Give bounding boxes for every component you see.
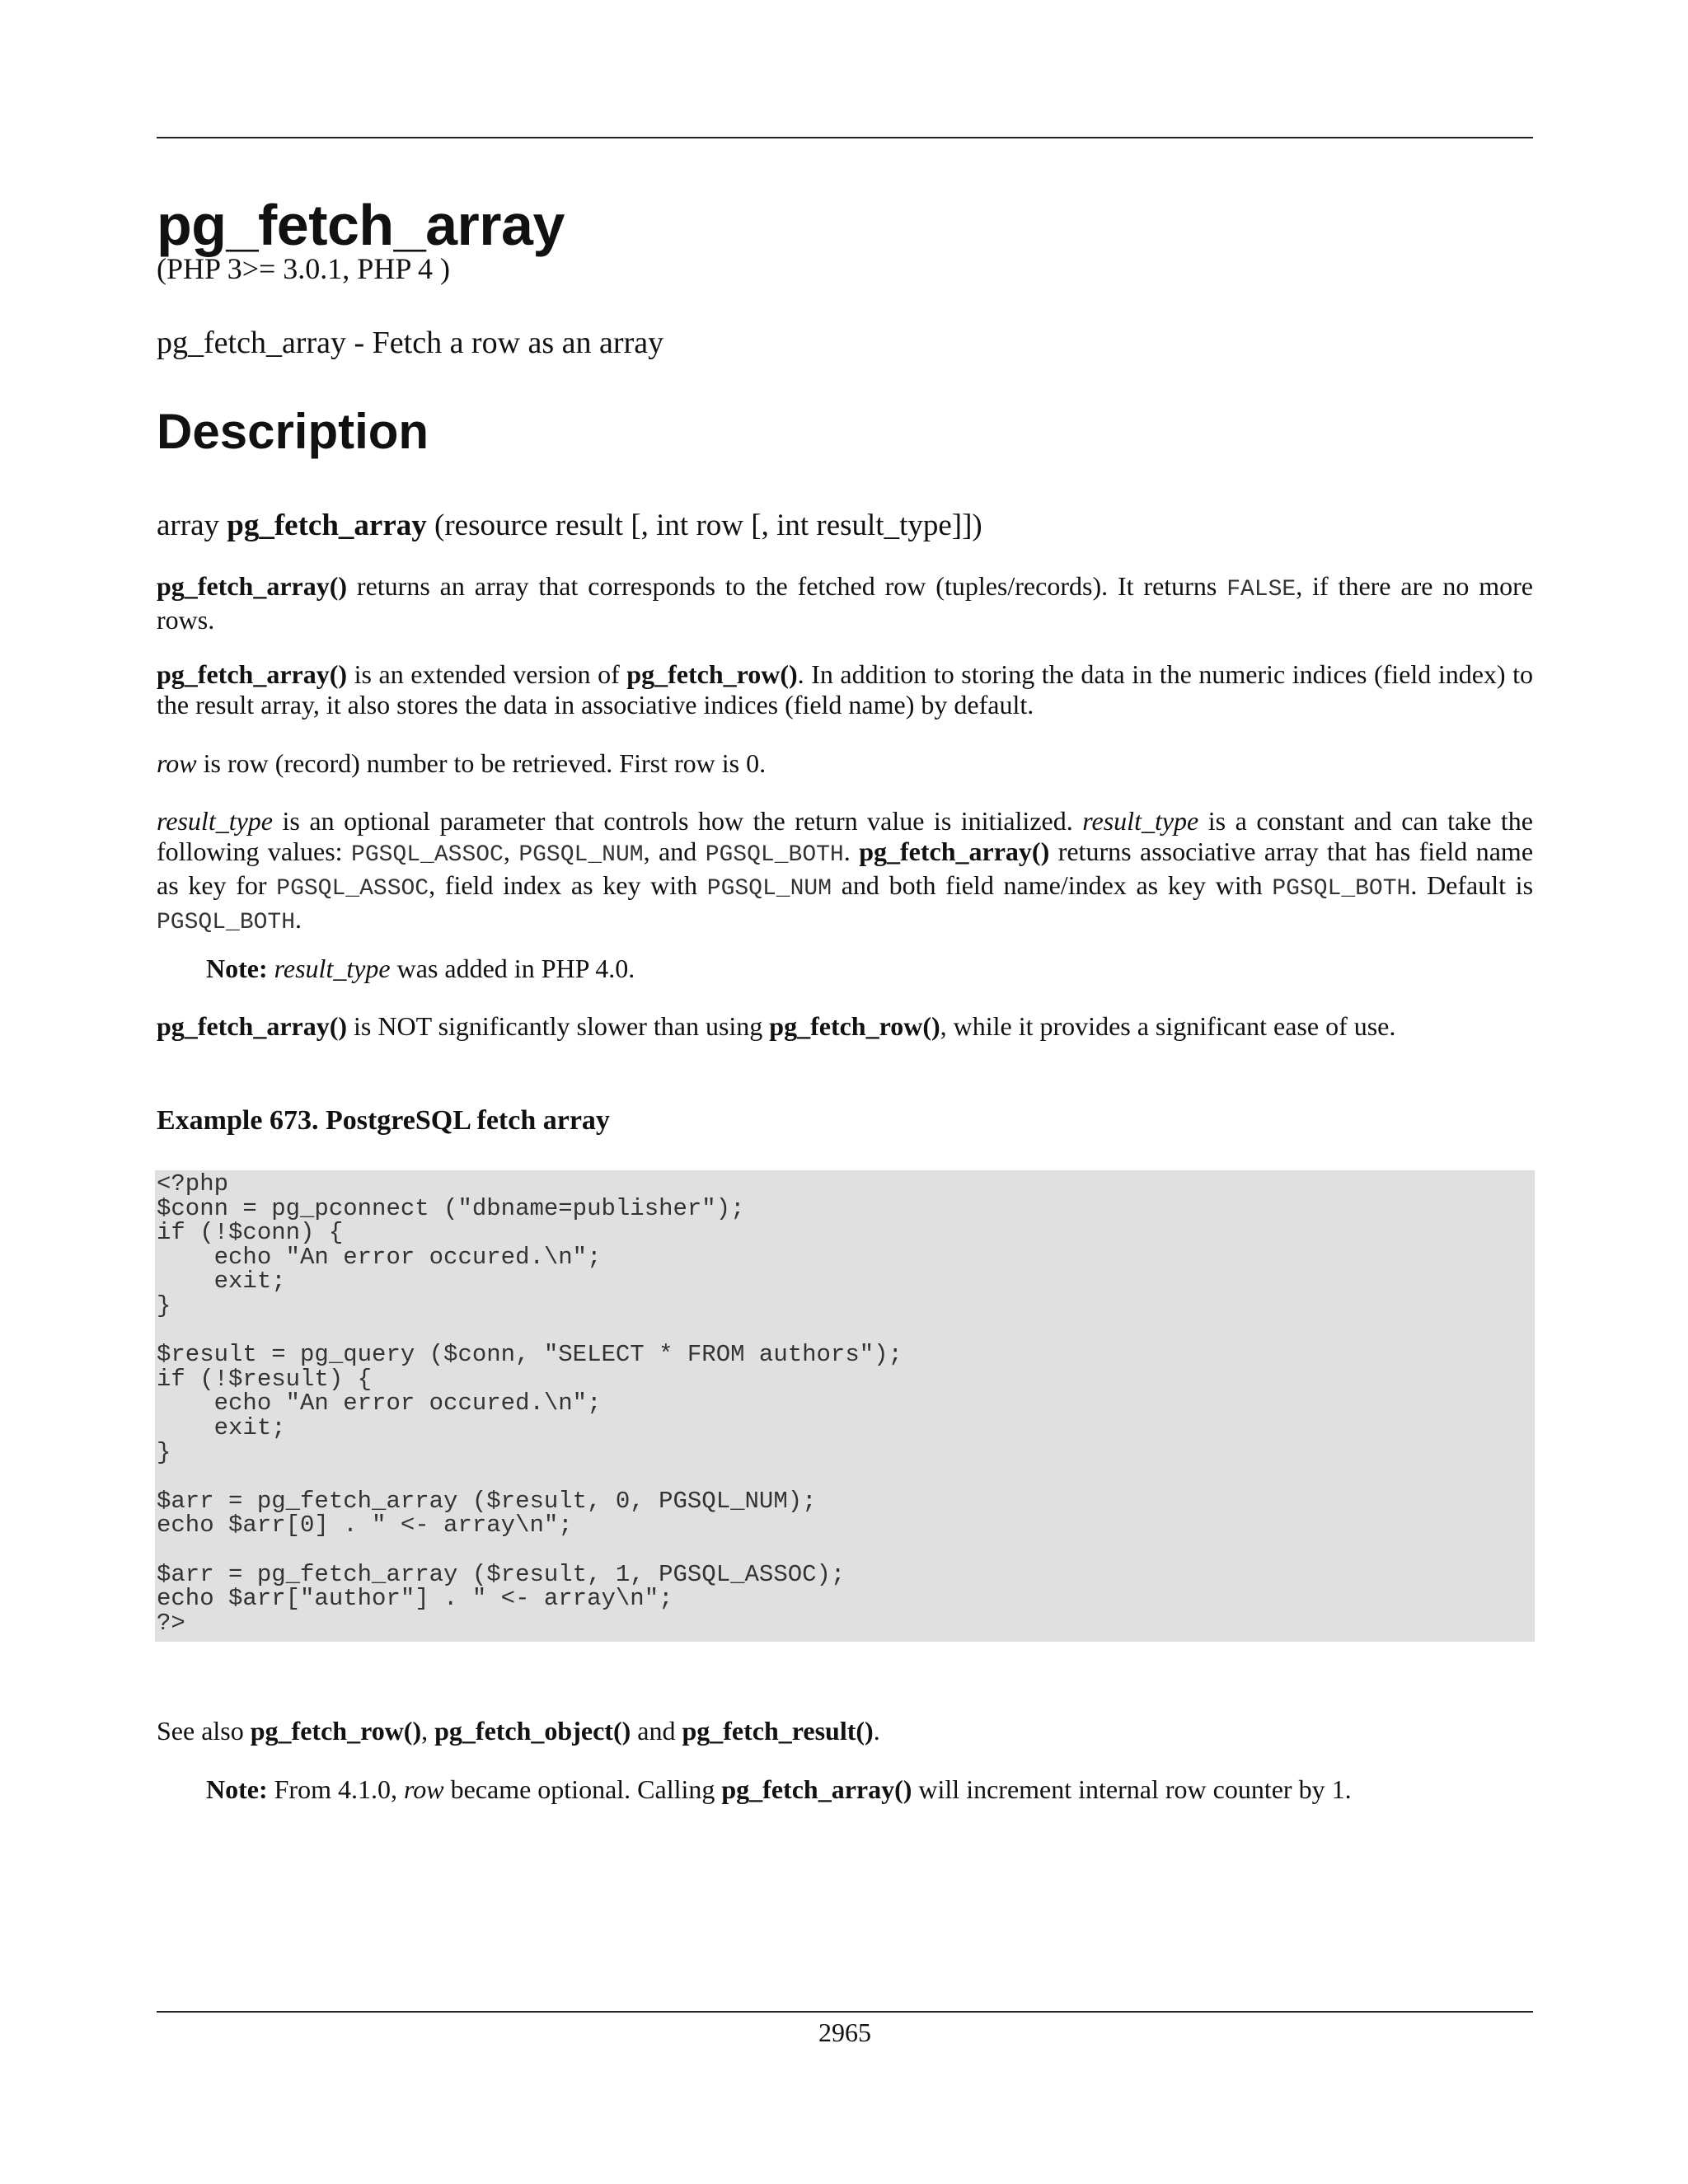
page-title: pg_fetch_array — [157, 193, 565, 257]
synopsis-params: (resource result [, int row [, int result_type]]) — [434, 509, 982, 542]
section-heading-description: Description — [157, 404, 429, 459]
constant-ref: PGSQL_ASSOC — [351, 842, 504, 868]
paragraph-text: became optional. Calling — [443, 1774, 722, 1804]
paragraph-text: will increment internal row counter by 1. — [912, 1774, 1352, 1804]
note-row-optional — [206, 1774, 1533, 1805]
func-ref: pg_fetch_row() — [769, 1011, 940, 1041]
example-title: Example 673. PostgreSQL fetch array — [157, 1105, 610, 1136]
paragraph-text: is an extended version of — [347, 659, 627, 689]
constant-ref: PGSQL_NUM — [706, 876, 832, 902]
see-also-link-fetch-object[interactable]: pg_fetch_object() — [434, 1716, 631, 1746]
constant-ref: PGSQL_NUM — [518, 842, 644, 868]
func-ref: pg_fetch_array() — [859, 837, 1050, 866]
paragraph-text: , while it provides a significant ease of use. — [940, 1011, 1396, 1041]
paragraph-text: , if there are no more rows. — [157, 571, 1534, 635]
paragraph-text: . — [873, 1716, 880, 1746]
paragraph-text: From 4.1.0, — [267, 1774, 404, 1804]
paragraph-text: , and — [643, 837, 706, 866]
param-ref: row — [403, 1774, 444, 1804]
paragraph-text: was added in PHP 4.0. — [390, 954, 635, 983]
page-number: 2965 — [818, 2018, 871, 2047]
paragraph-text: is NOT significantly slower than using — [347, 1011, 770, 1041]
constant-false: FALSE — [1226, 577, 1296, 602]
paragraph-extended-version — [157, 659, 1533, 720]
paragraph-performance — [157, 1011, 1533, 1042]
constant-ref: PGSQL_BOTH — [1272, 876, 1411, 902]
synopsis-function-name: pg_fetch_array — [227, 509, 427, 542]
paragraph-text: is an optional parameter that controls how the return value is initialized. — [273, 806, 1083, 836]
paragraph-text: returns associative array that has field name as key for — [157, 837, 1534, 900]
paragraph-text: is row (record) number to be retrieved. First row is 0. — [196, 748, 767, 778]
param-ref: result_type — [274, 954, 391, 983]
note-label: Note: — [206, 1774, 268, 1804]
paragraph-text: , field index as key with — [429, 870, 707, 900]
document-page — [157, 0, 1533, 2184]
func-ref: pg_fetch_array() — [721, 1774, 912, 1804]
paragraph-returns — [157, 571, 1533, 635]
paragraph-text: and — [631, 1716, 682, 1746]
note-result-type — [206, 954, 1533, 984]
paragraph-text: See also — [157, 1716, 251, 1746]
paragraph-text: . In addition to storing the data in the numeric indices (field index) to the result array, it also stores the data in associative indices (field name) by default. — [157, 659, 1534, 719]
see-also — [157, 1716, 1533, 1746]
paragraph-text: , — [503, 837, 519, 866]
version-info: (PHP 3>= 3.0.1, PHP 4 ) — [157, 252, 450, 285]
constant-ref: PGSQL_BOTH — [157, 910, 296, 935]
see-also-link-fetch-row[interactable]: pg_fetch_row() — [250, 1716, 422, 1746]
param-ref: result_type — [157, 806, 273, 836]
paragraph-text: and both field name/index as key with — [832, 870, 1273, 900]
constant-ref: PGSQL_ASSOC — [276, 876, 429, 902]
ref-purpose: pg_fetch_array - Fetch a row as an array — [157, 326, 664, 360]
synopsis-return-type: array — [157, 509, 219, 542]
footer-rule — [157, 2011, 1533, 2013]
note-label: Note: — [206, 954, 268, 983]
paragraph-row-param — [157, 748, 1533, 779]
paragraph-text: , — [421, 1716, 435, 1746]
param-ref: result_type — [1082, 806, 1199, 836]
func-ref: pg_fetch_array() — [157, 659, 348, 689]
paragraph-text: is a constant and can take the following values: — [157, 806, 1534, 866]
paragraph-result-type — [157, 806, 1533, 938]
paragraph-text: . Default is — [1410, 870, 1534, 900]
function-synopsis — [157, 506, 982, 546]
paragraph-text: returns an array that corresponds to the fetched row (tuples/records). It returns — [347, 571, 1227, 601]
param-ref: row — [157, 748, 197, 778]
paragraph-text: . — [843, 837, 860, 866]
func-ref: pg_fetch_array() — [157, 1011, 348, 1041]
paragraph-text: . — [295, 904, 302, 934]
constant-ref: PGSQL_BOTH — [705, 842, 844, 868]
header-rule — [157, 137, 1533, 138]
code-example[interactable]: <?php $conn = pg_pconnect ("dbname=publisher"); if (!$conn) { echo "An error occured.\n"; exit; } $result = pg_query ($conn, "SELECT * FROM authors"); if (!$result) { echo "An error occured.\n"; exit; } $arr = pg_fetch_array ($result, 0, PGSQL_NUM); echo $arr[0] . " <- array\n"; $arr = pg_fetch_array ($result, 1, PGSQL_ASSOC); echo $arr["author"] . " <- array\n"; ?> — [155, 1170, 1535, 1642]
see-also-link-fetch-result[interactable]: pg_fetch_result() — [682, 1716, 874, 1746]
func-ref: pg_fetch_row() — [626, 659, 798, 689]
func-ref: pg_fetch_array() — [157, 571, 348, 601]
